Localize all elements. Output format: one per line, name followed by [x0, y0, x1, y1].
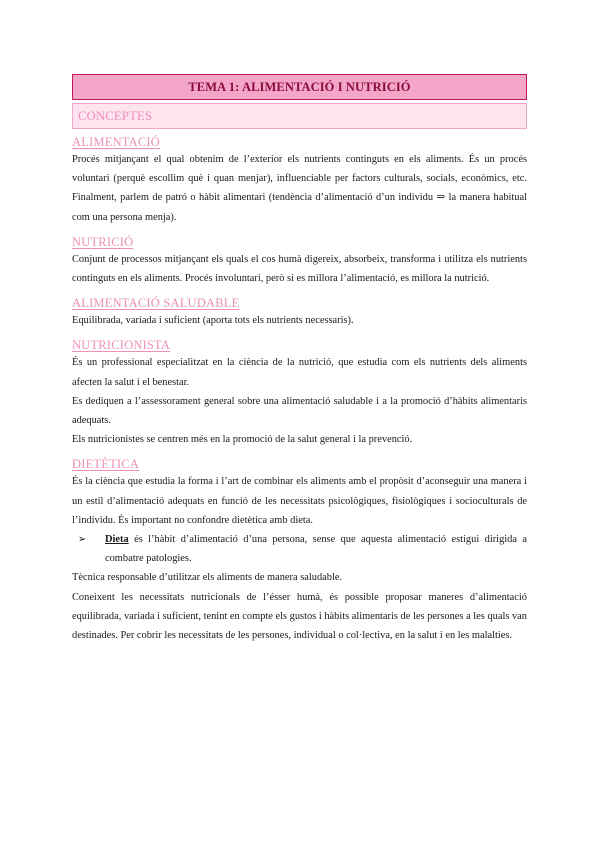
paragraph-alimentacio: Procés mitjançant el qual obtenim de l’exterior els nutrients continguts en els aliments. És un procés voluntari (perquè escollim què i quan menjar), influenciable per factors culturals, socials, econòmics, etc. Finalment, parlem de patró o hàbit alimentari (tendència d’alimentació d’un individu ⇒ la manera habitual com una persona menja).: [72, 154, 527, 223]
paragraph-dietetica-2: Tècnica responsable d’utilitzar els aliments de manera saludable.: [72, 572, 343, 584]
term-dieta: Dieta: [105, 534, 129, 546]
heading-alimentacio-saludable: ALIMENTACIÓ SALUDABLE: [72, 296, 240, 311]
heading-nutricionista: NUTRICIONISTA: [72, 338, 171, 353]
heading-alimentacio: ALIMENTACIÓ: [72, 135, 160, 149]
paragraph-nutricionista-2: Es dediquen a l’assessorament general sobre una alimentació saludable i a la promoció d’hàbits alimentaris adequats.: [72, 395, 527, 427]
bullet-dieta-definition: és l’hàbit d’alimentació d’una persona, sense que aquesta alimentació estigui dirigida a combatre patologies.: [105, 534, 527, 565]
paragraph-alimentacio-saludable: Equilibrada, variada i suficient (aporta tots els nutrients necessaris).: [72, 315, 354, 327]
bullet-dieta: [78, 530, 527, 568]
section-label: CONCEPTES: [72, 103, 527, 129]
paragraph-nutricionista-1: És un professional especialitzat en la ciència de la nutrició, que estudia com els nutrients dels aliments afecten la salut i el benestar.: [72, 357, 527, 388]
document-page: [72, 74, 527, 645]
heading-nutricio: NUTRICIÓ: [72, 234, 134, 249]
document-title: TEMA 1: ALIMENTACIÓ I NUTRICIÓ: [72, 74, 527, 100]
arrow-bullet-icon: ➢: [78, 534, 87, 546]
paragraph-nutricio: Conjunt de processos mitjançant els quals el cos humà digereix, absorbeix, transforma i utilitza els nutrients continguts en els aliments. Procés involuntari, però si es millora l’alimentació, es millora la nutrició.: [72, 253, 527, 285]
heading-dietetica: DIETÈTICA: [72, 457, 140, 472]
paragraph-nutricionista-3: Els nutricionistes se centren més en la promoció de la salut general i la prevenció.: [72, 434, 413, 446]
bullet-dieta-text: [105, 530, 527, 568]
paragraph-dietetica-1: És la ciència que estudia la forma i l’art de combinar els aliments amb el propòsit d’aconseguir una manera i un estil d’alimentació adequats en funció de les necessitats psicològiques, fisiològiques i socioculturals de l’individu. És important no confondre dietètica amb dieta.: [72, 476, 527, 526]
paragraph-dietetica-3: Coneixent les necessitats nutricionals de l’ésser humà, és possible proposar maneres d’alimentació equilibrada, variada i suficient, tenint en compte els gustos i hàbits alimentaris de les persones a les quals van destinades. Per cobrir les necessitats de les persones, individual o col·lectiva, en la salut i en les malalties.: [72, 591, 527, 642]
